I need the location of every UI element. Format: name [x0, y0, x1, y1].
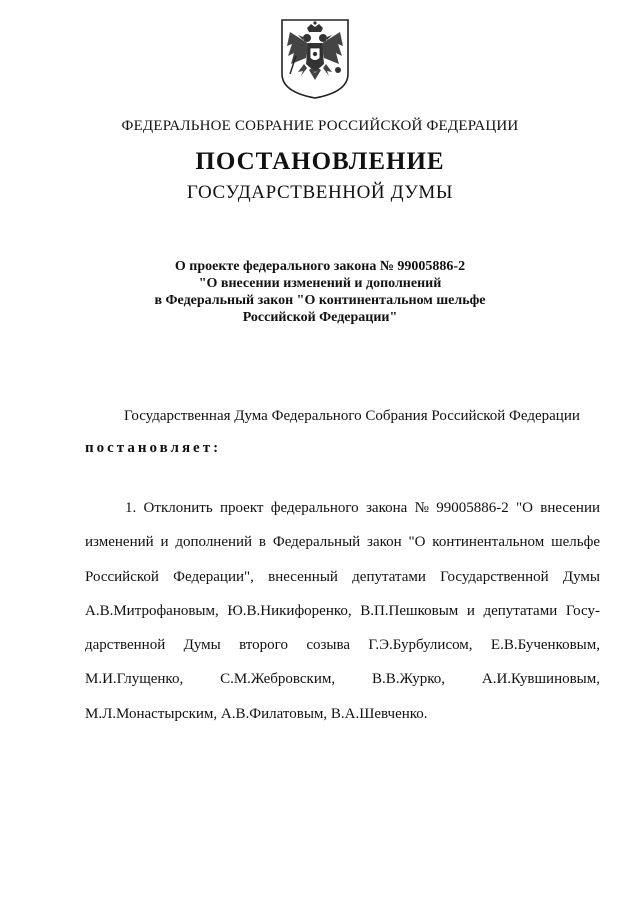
decree-word: постановляет:	[85, 440, 222, 456]
clause-line: дарственной Думы второго созыва Г.Э.Бурбулисом, Е.В.Бученковым,	[85, 637, 600, 654]
clause-line: М.Л.Монастырским, А.В.Филатовым, В.А.Шевченко.	[85, 705, 428, 722]
clause-line: М.И.Глущенко, С.М.Жебровским, В.В.Журко, А.И.Кувшиновым,	[85, 671, 600, 688]
preamble-text: Государственная Дума Федерального Собрания Российской Федерации	[124, 408, 580, 424]
clause-line: А.В.Митрофановым, Ю.В.Никифоренко, В.П.Пешковым и депутатами Госу-	[85, 602, 600, 619]
clause-line: изменений и дополнений в Федеральный закон "О континентальном шельфе	[85, 534, 600, 551]
document-issuer-title: ГОСУДАРСТВЕННОЙ ДУМЫ	[186, 182, 454, 203]
document-type-title: ПОСТАНОВЛЕНИЕ	[195, 148, 445, 175]
coat-of-arms-emblem	[276, 16, 354, 100]
subject-line: "О внесении изменений и дополнений	[198, 276, 442, 291]
russian-coat-of-arms-icon	[276, 16, 354, 100]
subject-line: в Федеральный закон "О континентальном шельфе	[154, 293, 486, 308]
subject-line: О проекте федерального закона № 99005886-2	[174, 259, 466, 274]
subject-line: Российской Федерации"	[242, 310, 398, 325]
clause-1	[85, 491, 600, 731]
clause-line: Российской Федерации", внесенный депутатами Государственной Думы	[85, 568, 600, 585]
clause-line: 1. Отклонить проект федерального закона № 99005886-2 "О внесении	[125, 500, 600, 516]
document-subject	[150, 258, 490, 326]
organization-title: ФЕДЕРАЛЬНОЕ СОБРАНИЕ РОССИЙСКОЙ ФЕДЕРАЦИИ	[121, 118, 519, 134]
